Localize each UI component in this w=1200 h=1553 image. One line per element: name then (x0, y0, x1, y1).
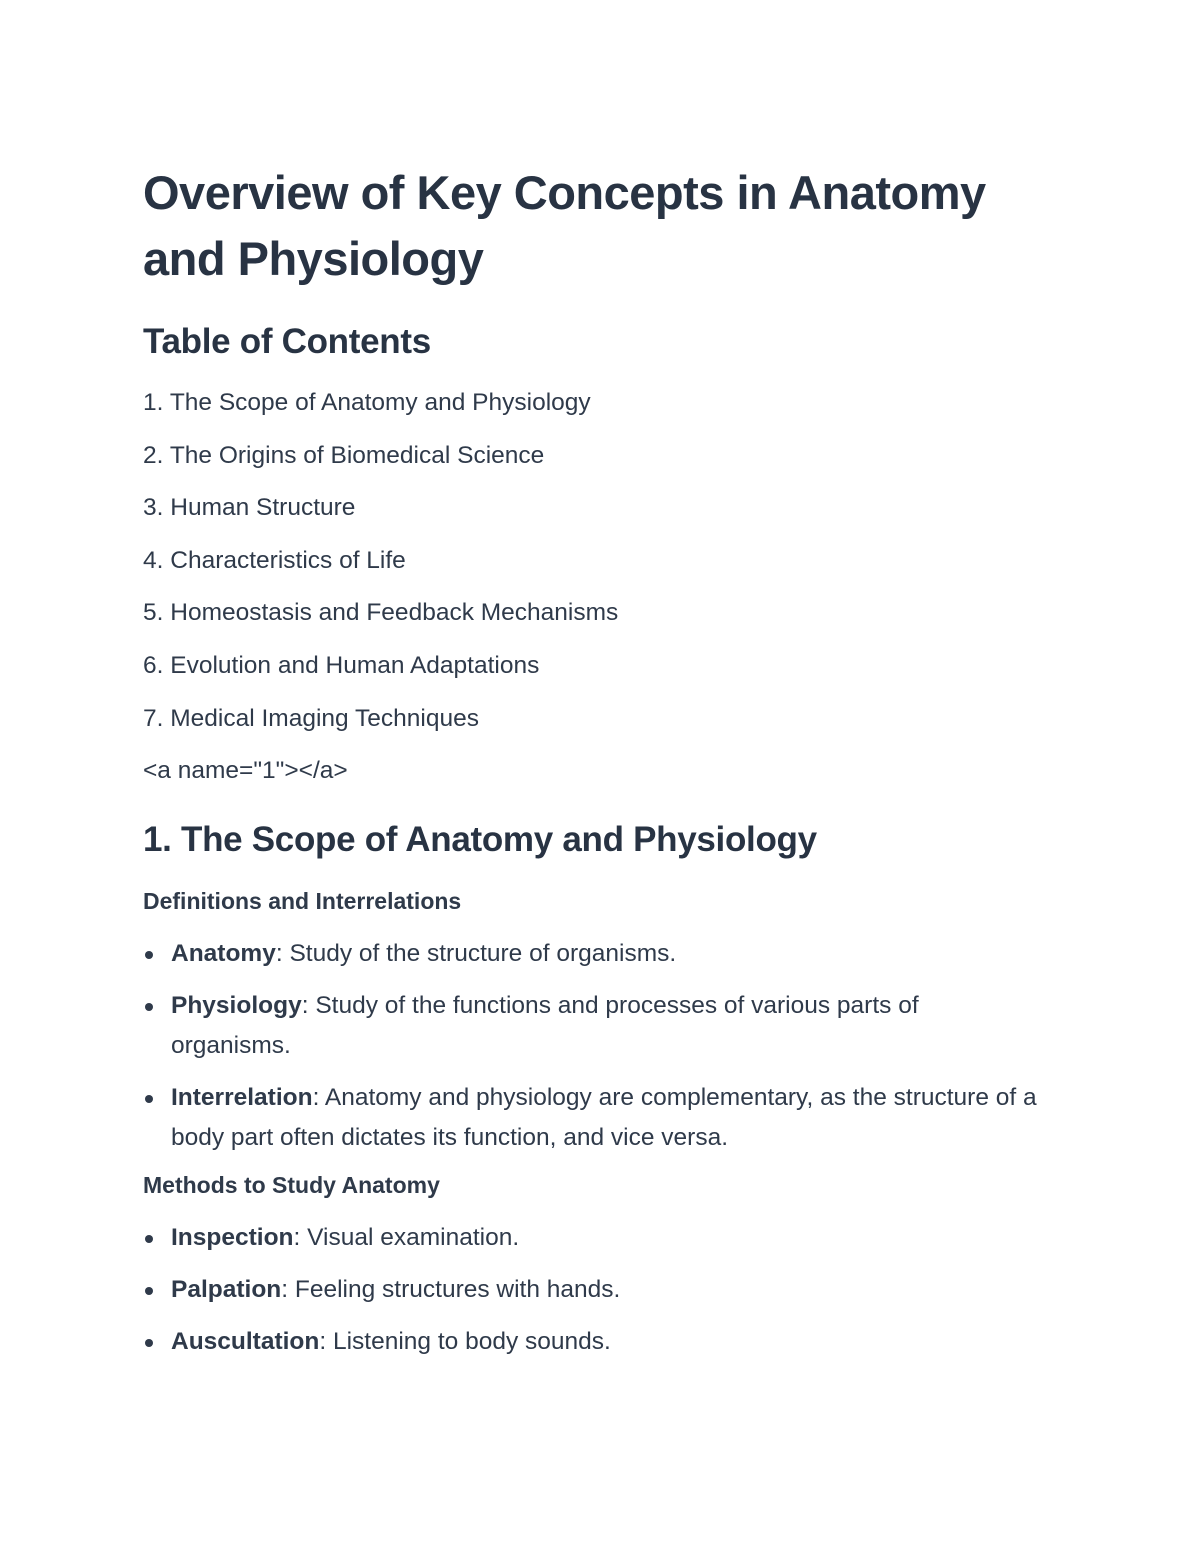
toc-item[interactable] (143, 546, 1043, 576)
term-label: Palpation (171, 1276, 282, 1304)
toc-item[interactable] (143, 598, 1043, 628)
toc-item[interactable] (143, 651, 1043, 681)
list-item (143, 1078, 1043, 1158)
bullet-icon (145, 951, 153, 959)
document-page (143, 160, 1043, 1374)
toc-item-label: The Scope of Anatomy and Physiology (169, 389, 591, 416)
term-label: Physiology (171, 992, 302, 1020)
toc-item-label: The Origins of Biomedical Science (169, 441, 545, 469)
list-item (143, 934, 1043, 974)
subsection-heading-definitions: Definitions and Interrelations (143, 888, 462, 915)
toc-heading: Table of Contents (143, 322, 431, 361)
toc-item-number: 2. (143, 441, 164, 469)
toc-item-number: 4. (143, 546, 164, 574)
term-description: : Study of the structure of organisms. (275, 940, 677, 968)
bullet-icon (145, 1339, 153, 1347)
list-item (143, 1218, 1043, 1258)
subsection-heading-methods: Methods to Study Anatomy (143, 1172, 440, 1199)
list-item (143, 1270, 1043, 1310)
toc-item[interactable] (143, 704, 1043, 734)
list-item (143, 986, 1043, 1066)
term-label: Auscultation (171, 1328, 320, 1356)
toc-item-label: Characteristics of Life (170, 546, 406, 574)
toc-item-label: Human Structure (170, 494, 356, 522)
toc-item-number: 7. (143, 704, 164, 732)
term-label: Anatomy (171, 940, 276, 968)
document-title: Overview of Key Concepts in Anatomy and Physiology (143, 166, 986, 285)
term-description: : Listening to body sounds. (319, 1328, 611, 1356)
list-item (143, 1322, 1043, 1362)
toc-item-number: 5. (143, 599, 164, 627)
bullet-icon (145, 1003, 153, 1011)
toc-item-number: 3. (143, 494, 164, 522)
toc-item[interactable] (143, 388, 1043, 418)
toc-item-label: Medical Imaging Techniques (170, 704, 479, 732)
bullet-icon (145, 1287, 153, 1295)
bullet-icon (145, 1235, 153, 1243)
toc-item-number: 6. (143, 651, 164, 679)
term-label: Inspection (171, 1224, 294, 1252)
raw-anchor-text: <a name="1"></a> (143, 757, 348, 785)
toc-item-number: 1. (143, 389, 164, 416)
toc-item-label: Evolution and Human Adaptations (170, 651, 540, 679)
term-label: Interrelation (171, 1084, 313, 1112)
toc-item[interactable] (143, 441, 1043, 471)
toc-item-label: Homeostasis and Feedback Mechanisms (170, 599, 619, 627)
term-description: : Feeling structures with hands. (281, 1276, 621, 1304)
term-description: : Study of the functions and processes of various parts of organisms. (171, 992, 919, 1060)
methods-list (143, 1218, 1043, 1362)
bullet-icon (145, 1095, 153, 1103)
table-of-contents (143, 388, 1043, 734)
definitions-list (143, 934, 1043, 1158)
section-heading: 1. The Scope of Anatomy and Physiology (143, 820, 817, 860)
term-description: : Anatomy and physiology are complementary, as the structure of a body part often dictates its function, and vice versa. (171, 1084, 1037, 1152)
term-description: : Visual examination. (293, 1224, 520, 1252)
toc-item[interactable] (143, 493, 1043, 523)
